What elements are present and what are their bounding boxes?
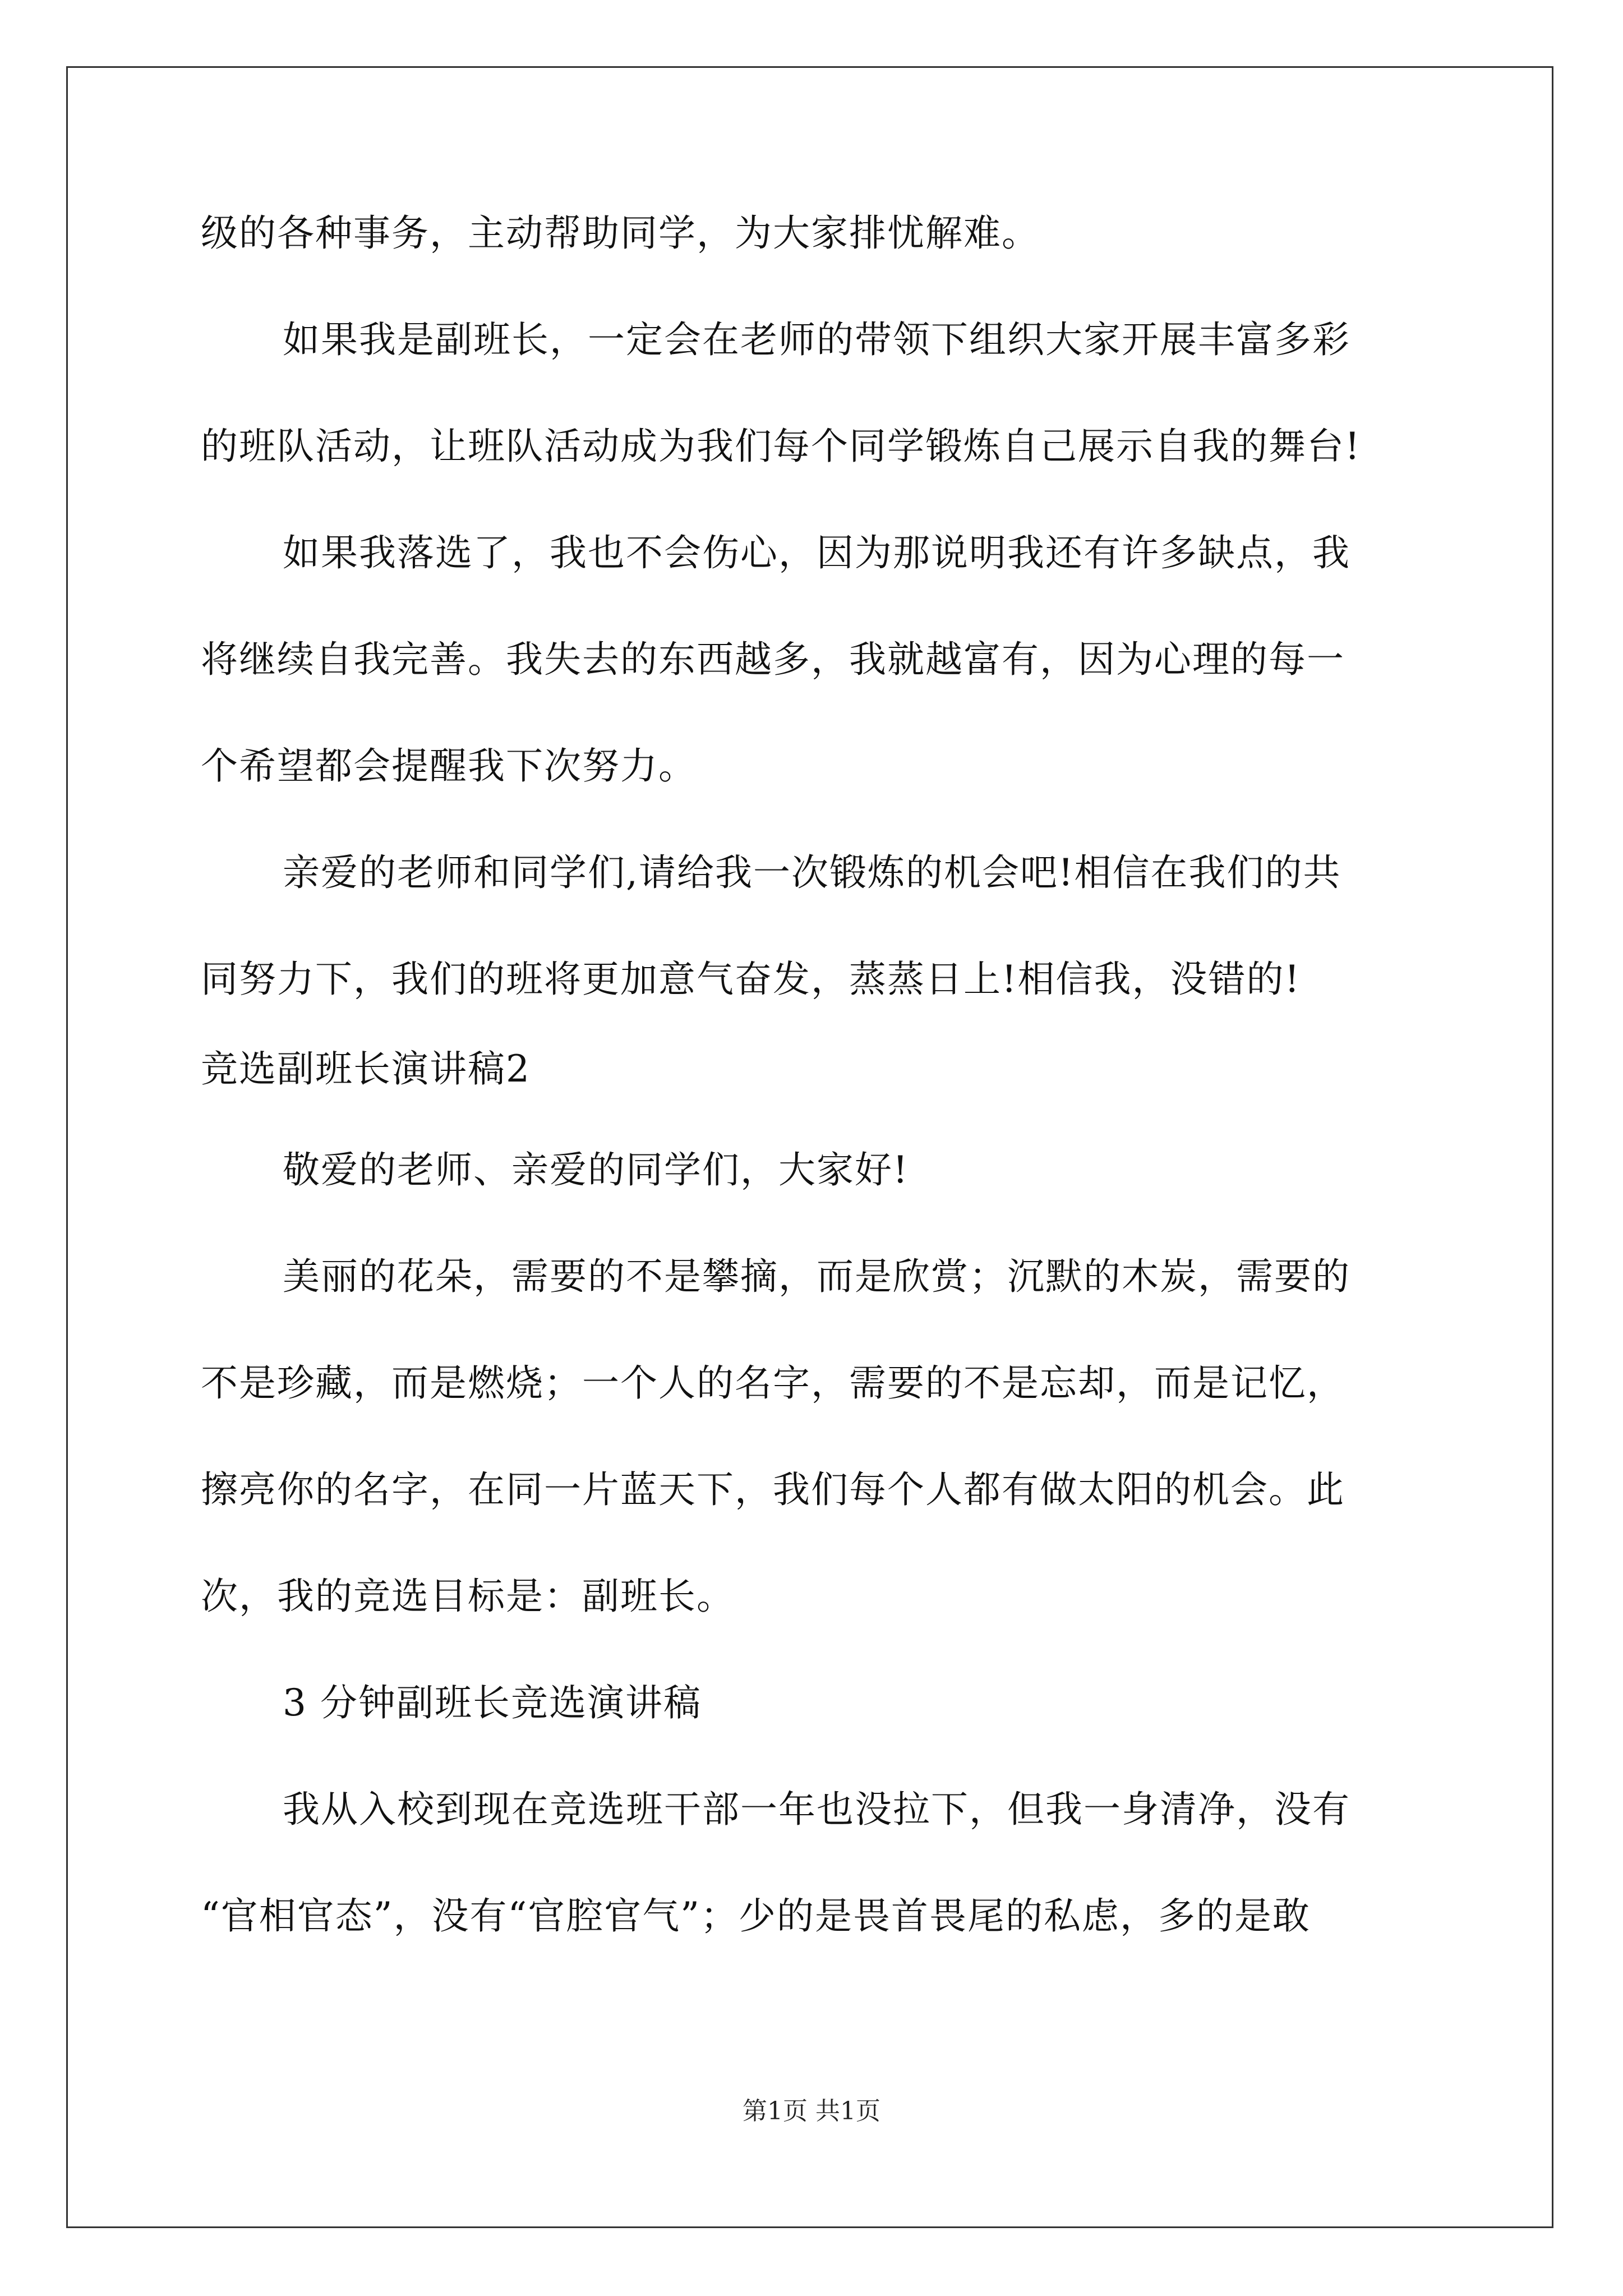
text-line-16: 我从入校到现在竞选班干部一年也没拉下，但我一身清净，没有 (283, 1788, 1350, 1831)
text-line-14: 次，我的竞选目标是：副班长。 (201, 1575, 735, 1618)
text-line-7: 亲爱的老师和同学们,请给我一次锻炼的机会吧!相信在我们的共 (283, 851, 1341, 894)
text-line-13: 擦亮你的名字，在同一片蓝天下，我们每个人都有做太阳的机会。此 (201, 1468, 1345, 1511)
text-line-4: 如果我落选了，我也不会伤心，因为那说明我还有许多缺点，我 (283, 531, 1350, 574)
text-line-10: 敬爱的老师、亲爱的同学们，大家好! (283, 1148, 909, 1191)
text-line-5: 将继续自我完善。我失去的东西越多，我就越富有，因为心理的每一 (201, 638, 1345, 681)
text-line-17: “官相官态”，没有“官腔官气”；少的是畏首畏尾的私虑，多的是敢 (201, 1894, 1311, 1938)
text-line-8: 同努力下，我们的班将更加意气奋发，蒸蒸日上!相信我，没错的! (201, 958, 1301, 1001)
text-line-3: 的班队活动，让班队活动成为我们每个同学锻炼自己展示自我的舞台! (201, 425, 1361, 468)
text-line-6: 个希望都会提醒我下次努力。 (201, 744, 697, 788)
section-heading: 竞选副班长演讲稿2 (201, 1047, 531, 1091)
text-line-11: 美丽的花朵，需要的不是攀摘，而是欣赏；沉默的木炭，需要的 (283, 1255, 1350, 1298)
text-line-2: 如果我是副班长，一定会在老师的带领下组织大家开展丰富多彩 (283, 318, 1350, 361)
page-footer: 第1页 共1页 (743, 2097, 880, 2125)
text-line-1: 级的各种事务，主动帮助同学，为大家排忧解难。 (201, 211, 1040, 255)
subheading: 3 分钟副班长竞选演讲稿 (283, 1681, 702, 1724)
text-line-12: 不是珍藏，而是燃烧；一个人的名字，需要的不是忘却，而是记忆， (201, 1361, 1345, 1405)
